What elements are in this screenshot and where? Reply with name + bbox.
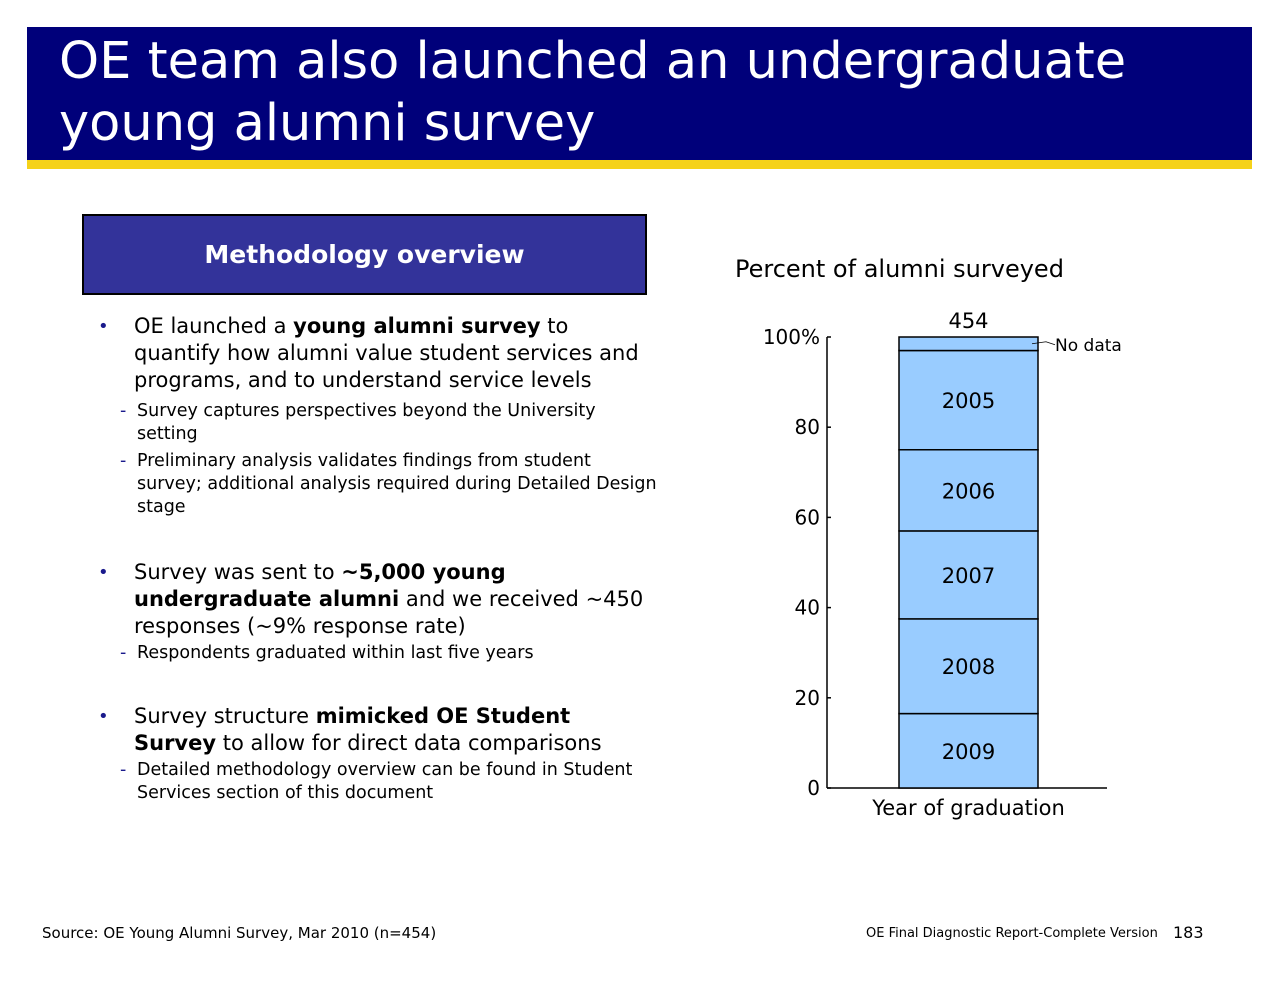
bullet-dot: • — [98, 316, 109, 337]
sub-bullet-text: Respondents graduated within last five years — [137, 643, 534, 663]
y-tick-label: 60 — [794, 505, 820, 530]
segment-label: 2008 — [941, 655, 996, 680]
bullet-3-subs — [120, 759, 658, 805]
page-number: 183 — [1173, 923, 1204, 942]
page-title-line-1: OE team also launched an undergraduate — [59, 32, 1127, 91]
bullet-2-subs — [120, 642, 658, 665]
bullet-2-text-a: Survey was sent to — [134, 560, 342, 584]
segment-label: 2006 — [941, 479, 996, 504]
sub-bullet: - Detailed methodology overview can be found in Student Services section of this document — [120, 760, 633, 803]
chart-title: Percent of alumni surveyed — [735, 255, 1064, 283]
sub-bullet: - Respondents graduated within last five years — [120, 643, 534, 663]
bullet-3-text-a: Survey structure — [134, 704, 316, 728]
sub-bullet-text: Survey captures perspectives beyond the University setting — [137, 401, 596, 444]
bullet-dot: • — [98, 562, 109, 583]
bullet-1-text-c: to quantify how alumni value student services and programs, and to understand service levels — [134, 314, 639, 392]
report-name: OE Final Diagnostic Report-Complete Version — [866, 926, 1158, 941]
segment-label: 2007 — [941, 563, 996, 588]
bar-total-label: 454 — [948, 309, 989, 333]
y-tick-label: 40 — [794, 595, 820, 620]
bullet-3-text-c: to allow for direct data comparisons — [216, 731, 602, 755]
x-axis-label: Year of graduation — [872, 796, 1065, 820]
y-tick-label: 20 — [794, 685, 820, 710]
bullet-1-text-a: OE launched a — [134, 314, 294, 338]
segment-label: 2005 — [941, 389, 996, 414]
page-title-line-2: young alumni survey — [59, 94, 596, 153]
sub-bullet-text: Preliminary analysis validates findings from student survey; additional analysis required during Detailed Design stage — [137, 451, 657, 517]
y-tick-label: 0 — [807, 776, 820, 800]
bullet-1 — [98, 313, 658, 394]
y-tick-label: 100% — [762, 325, 820, 349]
callout-label: No data — [1055, 335, 1122, 356]
bullet-list — [98, 313, 658, 805]
bullet-2-text-c: and we received ~450 responses (~9% response rate) — [134, 587, 644, 638]
stacked-bar-chart — [720, 300, 1140, 830]
methodology-header-label: Methodology overview — [204, 240, 525, 269]
bullet-2 — [98, 559, 658, 640]
bar-segment-no-data — [899, 337, 1038, 351]
methodology-header — [82, 214, 647, 295]
bullet-dot: • — [98, 706, 109, 727]
segment-label: 2009 — [941, 739, 996, 764]
bullet-3 — [98, 703, 658, 757]
sub-bullet-text: Detailed methodology overview can be found in Student Services section of this document — [137, 760, 633, 803]
sub-bullet: - Survey captures perspectives beyond the University setting — [120, 401, 596, 444]
bullet-1-text-bold: young alumni survey — [293, 314, 541, 338]
sub-bullet: - Preliminary analysis validates findings from student survey; additional analysis required during Detailed Design stage — [120, 451, 657, 517]
page-title — [59, 31, 1239, 155]
title-accent-stripe — [27, 160, 1252, 169]
y-tick-label: 80 — [794, 415, 820, 440]
bullet-3-text-bold: mimicked OE Student Survey — [134, 704, 571, 755]
bullet-2-text-bold: ~5,000 young undergraduate alumni — [134, 560, 506, 611]
bullet-1-subs — [120, 400, 658, 519]
source-note: Source: OE Young Alumni Survey, Mar 2010 (n=454) — [42, 924, 437, 942]
